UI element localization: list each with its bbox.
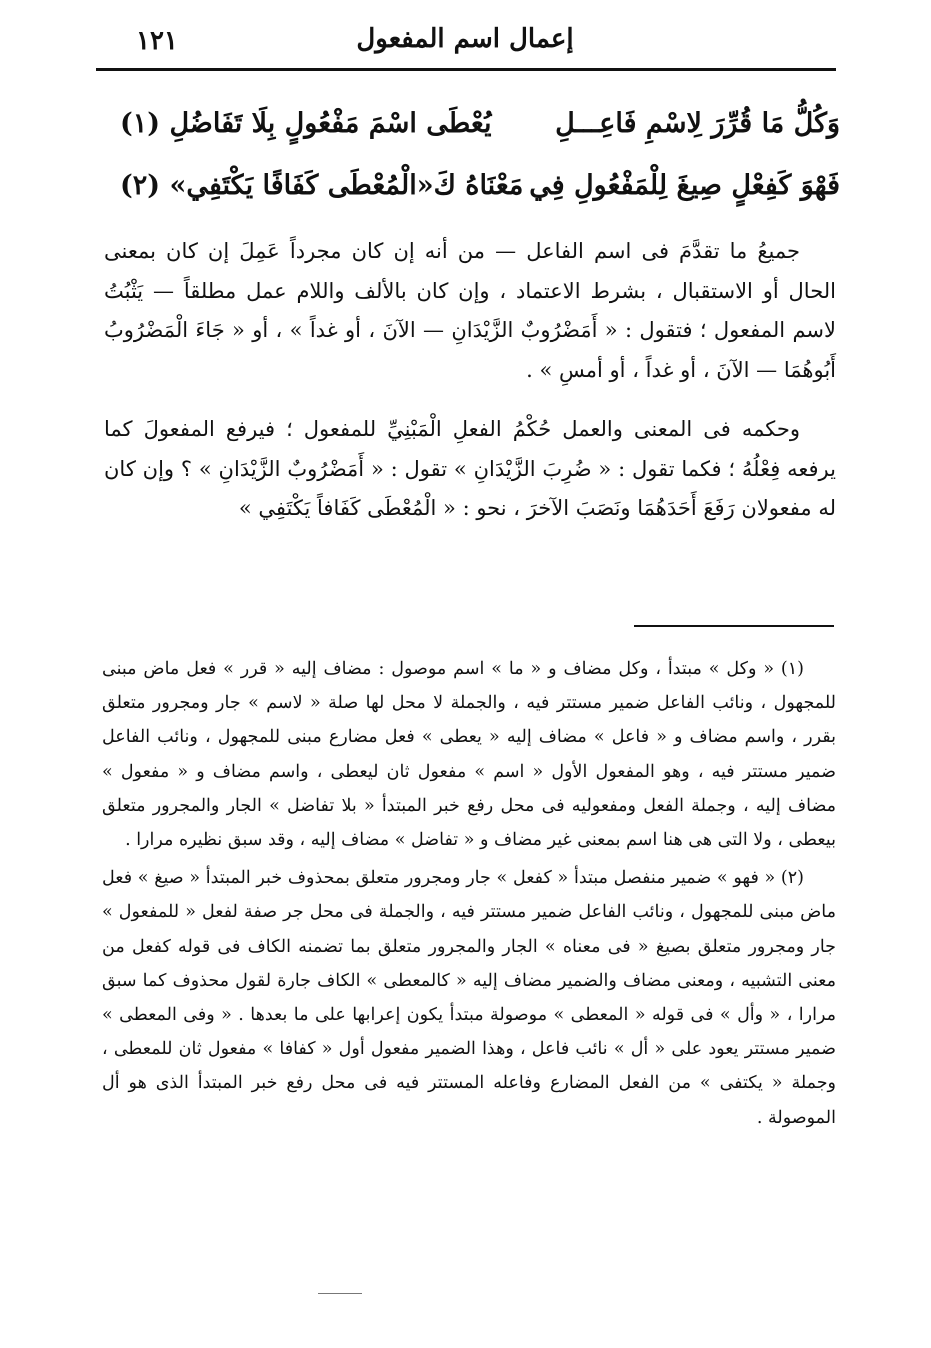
commentary-text xyxy=(104,232,836,529)
footnote: (٢) « فهو » ضمير منفصل مبتدأ « كفعل » جار ومجرور متعلق بمحذوف خبر المبتدأ « صيغ » فعل ماض مبنى للمجهول ، ونائب الفاعل ضمير مستتر فيه ، والجملة فى محل جر صفة لفعل « للمفعول » جار ومجرور متعلق بصيغ « فى معناه » الجار والمجرور متعلق بما تضمنه الكاف فى قوله كفعل من معنى التشبيه ، ومعنى مضاف والضمير مضاف إليه « كالمعطى » الكاف جارة لقول محذوف كما سبق مرارا ، « وأل » فى قوله « المعطى » موصولة مبتدأ يكون إعرابها على ما بعدها . « وفى المعطى » ضمير مستتر يعود على « أل » نائب فاعل ، وهذا الضمير مفعول أول « كفافا » مفعول ثان للمعطى ، وجملة « يكتفى » من الفعل المضارع وفاعله المستتر فيه فى محل رفع خبر المبتدأ الذى هو أل الموصولة . xyxy=(102,868,836,1128)
footnotes xyxy=(102,652,836,1135)
page-header xyxy=(96,22,834,62)
footnote-separator xyxy=(634,625,834,627)
header-rule xyxy=(96,68,836,71)
verse-first-hemistich: فَهْوَ كَفِعْلٍ صِيغَ لِلْمَفْعُولِ فِي xyxy=(529,169,840,201)
verse-line xyxy=(120,92,840,154)
page-number: ١٢١ xyxy=(136,26,178,56)
verse-second-hemistich: مَعْنَاهُ كَ«الْمُعْطَى كَفَافًا يَكْتَفِي» (٢) xyxy=(120,169,524,201)
footnote: (١) « وكل » مبتدأ ، وكل مضاف و « ما » اسم موصول : مضاف إليه « قرر » فعل ماض مبنى للمجهول ، ونائب الفاعل ضمير مستتر فيه ، والجملة لا محل لها صلة « لاسم » جار ومجرور متعلق بقرر ، واسم مضاف و « فاعل » مضاف إليه « يعطى » فعل مضارع مبنى للمجهول ، ونائب الفاعل ضمير مستتر فيه ، وهو المفعول الأول « اسم » مفعول ثان ليعطى ، واسم مضاف و « مفعول » مضاف إليه ، وجملة الفعل ومفعوليه فى محل رفع خبر المبتدأ « بلا تفاضل » الجار والمجرور متعلق بيعطى ، ولا التى هى هنا اسم بمعنى غير مضاف و « تفاضل » مضاف إليه ، وقد سبق نظيره مرارا . xyxy=(102,659,836,851)
verse-block xyxy=(120,92,840,216)
commentary-paragraph: جميعُ ما تقدَّمَ فى اسم الفاعل — من أنه إن كان مجرداً عَمِلَ إن كان بمعنى الحال أو الاستقبال ، بشرط الاعتماد ، وإن كان بالألف واللام عمل مطلقاً — يَثْبُتُ لاسم المفعول ؛ فتقول : « أَمَضْرُوبٌ الزَّيْدَانِ — الآنَ ، أو غداً » ، أو « جَاءَ الْمَضْرُوبُ أَبُوهُمَا — الآنَ ، أو غداً ، أو أمسِ » . xyxy=(104,239,836,382)
commentary-paragraph: وحكمه فى المعنى والعمل حُكْمُ الفعلِ الْمَبْنِيِّ للمفعول ؛ فيرفع المفعولَ كما يرفعه فِعْلُهُ ؛ فكما تقول : « ضُرِبَ الزَّيْدَانِ » تقول : « أَمَضْرُوبٌ الزَّيْدَانِ » ؟ وإن كان له مفعولان رَفَعَ أَحَدَهُمَا ونَصَبَ الآخرَ ، نحو : « الْمُعْطَى كَفَافاً يَكْتَفِي » xyxy=(104,417,836,520)
verse-first-hemistich: وَكُلُّ مَا قُرِّرَ لِاسْمِ فَاعِـــلِ xyxy=(555,107,840,139)
verse-second-hemistich: يُعْطَى اسْمَ مَفْعُولٍ بِلَا تَفَاضُلِ (١) xyxy=(120,107,492,139)
verse-line xyxy=(120,154,840,216)
bottom-mark xyxy=(318,1293,362,1294)
running-title: إعمال اسم المفعول xyxy=(356,24,574,54)
